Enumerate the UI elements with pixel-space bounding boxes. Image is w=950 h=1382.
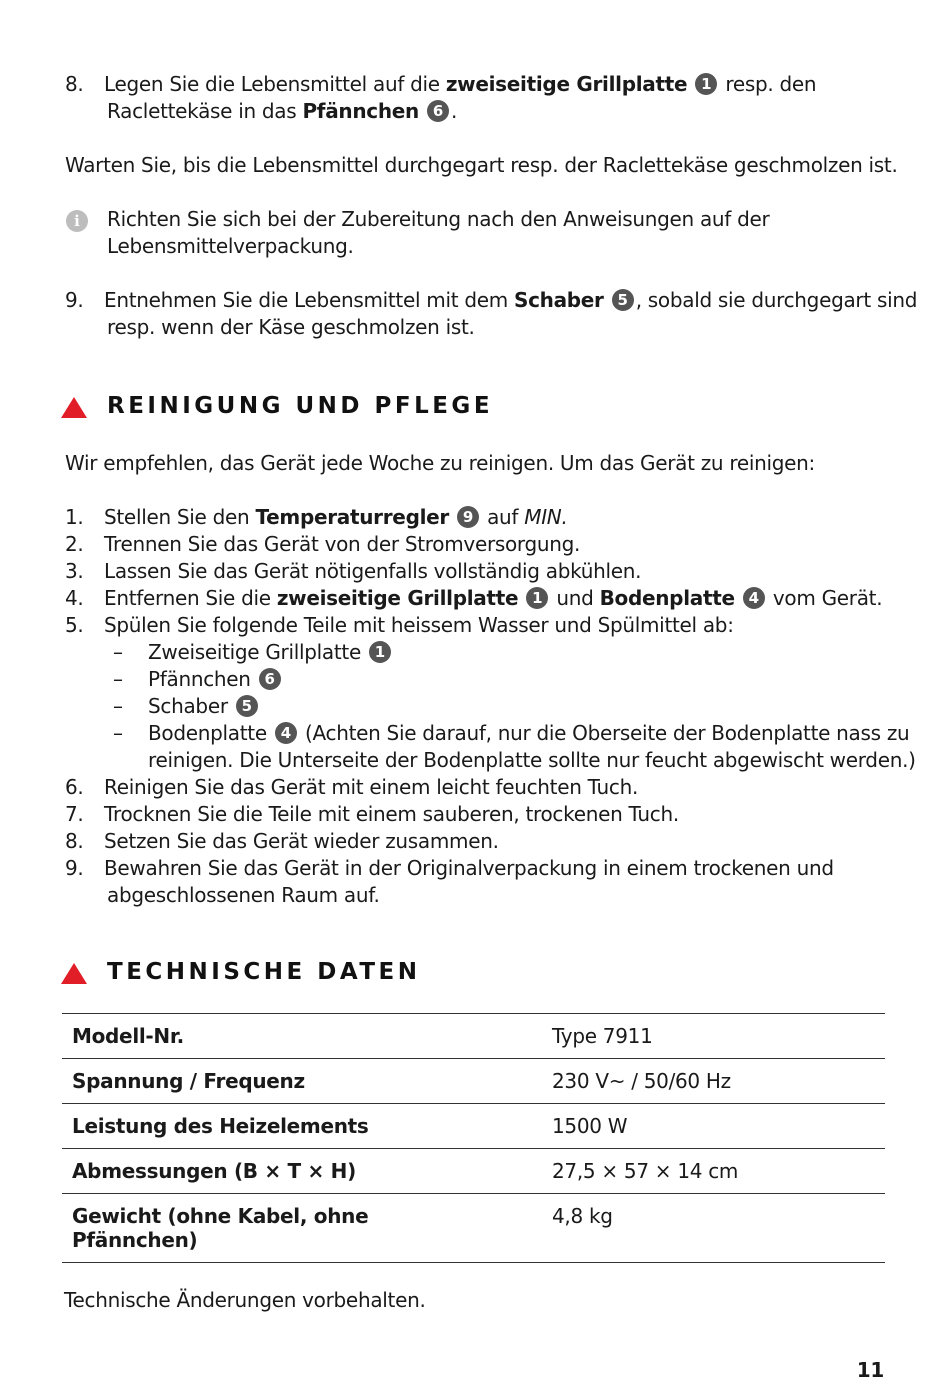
part-number-badge: 6 bbox=[259, 668, 281, 690]
step-text: Entnehmen Sie die Lebensmittel mit dem bbox=[104, 288, 514, 312]
sub-item-schaber bbox=[148, 694, 260, 720]
cleaning-intro: Wir empfehlen, das Gerät jede Woche zu reinigen. Um das Gerät zu reinigen: bbox=[65, 451, 815, 475]
step-text: Zweiseitige Grillplatte bbox=[148, 640, 361, 664]
spec-value: 27,5 × 57 × 14 cm bbox=[542, 1149, 885, 1194]
step-number: 3. bbox=[65, 559, 84, 583]
step-number: 8. bbox=[65, 72, 84, 96]
step-number: 7. bbox=[65, 802, 84, 826]
sub-item-bodenplatte bbox=[148, 721, 909, 747]
part-number-badge: 1 bbox=[526, 587, 548, 609]
spec-value: 230 V~ / 50/60 Hz bbox=[542, 1059, 885, 1104]
part-number-badge: 4 bbox=[275, 722, 297, 744]
spec-table bbox=[62, 1013, 885, 1263]
step-text: Bodenplatte bbox=[148, 721, 267, 745]
step-text: Entfernen Sie die bbox=[104, 586, 277, 610]
cleaning-step-7: Trocknen Sie die Teile mit einem sauberen, trockenen Tuch. bbox=[104, 802, 679, 826]
step-text: und bbox=[550, 586, 600, 610]
part-name: Schaber bbox=[513, 288, 604, 312]
step-text: (Achten Sie darauf, nur die Oberseite der Bodenplatte nass zu bbox=[298, 721, 910, 745]
part-number-badge: 4 bbox=[743, 587, 765, 609]
section-heading-tech: TECHNISCHE DATEN bbox=[107, 959, 421, 985]
wait-paragraph: Warten Sie, bis die Lebensmittel durchgegart resp. der Raclettekäse geschmolzen ist. bbox=[65, 153, 898, 177]
part-number-badge: 5 bbox=[612, 289, 634, 311]
sub-bullet: – bbox=[113, 667, 123, 691]
step-9-line-1 bbox=[104, 288, 917, 314]
section-heading-cleaning: REINIGUNG UND PFLEGE bbox=[107, 393, 494, 419]
cleaning-step-9-line-1: Bewahren Sie das Gerät in der Originalverpackung in einem trockenen und bbox=[104, 856, 834, 880]
cleaning-step-1 bbox=[104, 505, 568, 531]
part-number-badge: 5 bbox=[236, 695, 258, 717]
step-text: Stellen Sie den bbox=[104, 505, 256, 529]
step-number: 6. bbox=[65, 775, 84, 799]
sub-bullet: – bbox=[113, 721, 123, 745]
part-number-badge: 1 bbox=[695, 73, 717, 95]
step-text: auf bbox=[481, 505, 525, 529]
step-text: Pfännchen bbox=[148, 667, 251, 691]
page-number: 11 bbox=[856, 1358, 884, 1382]
part-number-badge: 6 bbox=[427, 100, 449, 122]
step-number: 1. bbox=[65, 505, 84, 529]
step-text: . bbox=[451, 99, 458, 123]
sub-item-bodenplatte-line-2: reinigen. Die Unterseite der Bodenplatte sollte nur feucht abgewischt werden.) bbox=[148, 748, 916, 772]
step-number: 8. bbox=[65, 829, 84, 853]
sub-item-grillplatte bbox=[148, 640, 393, 666]
step-9-line-2: resp. wenn der Käse geschmolzen ist. bbox=[107, 315, 475, 339]
step-number: 9. bbox=[65, 856, 84, 880]
sub-bullet: – bbox=[113, 640, 123, 664]
part-name: Temperaturregler bbox=[255, 505, 449, 529]
step-number: 4. bbox=[65, 586, 84, 610]
warning-triangle-icon bbox=[61, 963, 87, 984]
step-text: Raclettekäse in das bbox=[107, 99, 303, 123]
cleaning-step-2: Trennen Sie das Gerät von der Stromversorgung. bbox=[104, 532, 581, 556]
table-row bbox=[62, 1104, 885, 1149]
spec-label: Modell-Nr. bbox=[62, 1014, 542, 1059]
part-number-badge: 9 bbox=[457, 506, 479, 528]
step-text: , sobald sie durchgegart sind bbox=[635, 288, 918, 312]
step-8-line-2 bbox=[107, 99, 457, 125]
cleaning-step-4 bbox=[104, 586, 882, 612]
spec-label: Spannung / Frequenz bbox=[62, 1059, 542, 1104]
spec-value: 4,8 kg bbox=[542, 1194, 885, 1263]
sub-item-pfaennchen bbox=[148, 667, 283, 693]
cleaning-step-5: Spülen Sie folgende Teile mit heissem Wasser und Spülmittel ab: bbox=[104, 613, 734, 637]
warning-triangle-icon bbox=[61, 397, 87, 418]
part-name: Pfännchen bbox=[302, 99, 419, 123]
spec-label: Gewicht (ohne Kabel, ohne Pfännchen) bbox=[62, 1194, 542, 1263]
step-8-line-1 bbox=[104, 72, 816, 98]
info-icon: i bbox=[66, 210, 88, 232]
step-text: vom Gerät. bbox=[766, 586, 883, 610]
step-text: Schaber bbox=[148, 694, 228, 718]
part-name: Bodenplatte bbox=[599, 586, 735, 610]
spec-value: 1500 W bbox=[542, 1104, 885, 1149]
part-number-badge: 1 bbox=[369, 641, 391, 663]
spec-value: Type 7911 bbox=[542, 1014, 885, 1059]
setting-value: MIN. bbox=[524, 505, 568, 529]
step-number: 5. bbox=[65, 613, 84, 637]
info-note-line-1: Richten Sie sich bei der Zubereitung nach den Anweisungen auf der bbox=[107, 207, 770, 231]
part-name: zweiseitige Grillplatte bbox=[445, 72, 688, 96]
step-text: Legen Sie die Lebensmittel auf die bbox=[104, 72, 446, 96]
cleaning-step-8: Setzen Sie das Gerät wieder zusammen. bbox=[104, 829, 499, 853]
step-number: 9. bbox=[65, 288, 84, 312]
cleaning-step-9-line-2: abgeschlossenen Raum auf. bbox=[107, 883, 380, 907]
step-text: resp. den bbox=[719, 72, 817, 96]
cleaning-step-6: Reinigen Sie das Gerät mit einem leicht feuchten Tuch. bbox=[104, 775, 639, 799]
tech-note: Technische Änderungen vorbehalten. bbox=[64, 1288, 426, 1312]
table-row bbox=[62, 1014, 885, 1059]
table-row bbox=[62, 1149, 885, 1194]
spec-label: Leistung des Heizelements bbox=[62, 1104, 542, 1149]
info-note-line-2: Lebensmittelverpackung. bbox=[107, 234, 354, 258]
table-row bbox=[62, 1059, 885, 1104]
sub-bullet: – bbox=[113, 694, 123, 718]
part-name: zweiseitige Grillplatte bbox=[276, 586, 519, 610]
spec-label: Abmessungen (B × T × H) bbox=[62, 1149, 542, 1194]
step-number: 2. bbox=[65, 532, 84, 556]
cleaning-step-3: Lassen Sie das Gerät nötigenfalls vollständig abkühlen. bbox=[104, 559, 642, 583]
table-row bbox=[62, 1194, 885, 1263]
